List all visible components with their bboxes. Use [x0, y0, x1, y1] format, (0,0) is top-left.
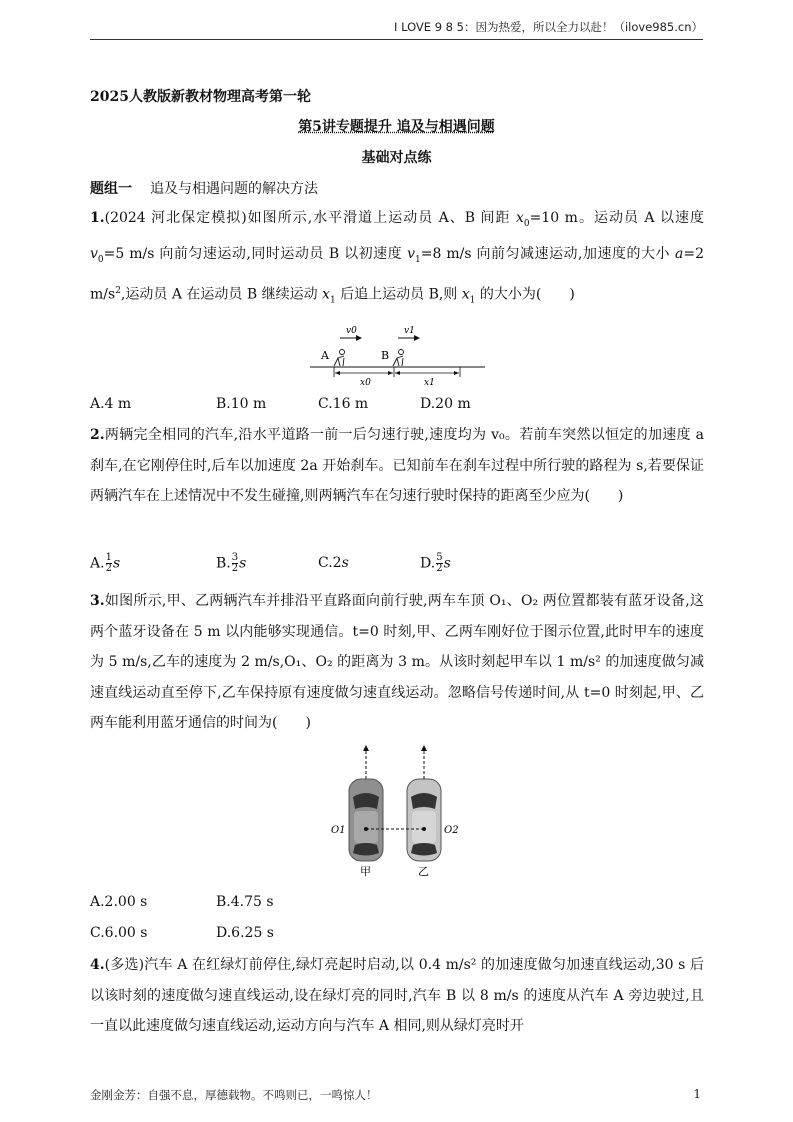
v1-arrowhead: [414, 335, 420, 341]
page-header: I LOVE 9 8 5：因为热爱，所以全力以赴！（ilove985.cn）: [394, 20, 703, 34]
v1-label: v1: [404, 326, 415, 336]
q3-figure: [325, 745, 465, 880]
q1-option-c: C.16 m: [318, 396, 369, 412]
q2-option-b: B. $\frac{3}{2}$ s: [216, 552, 247, 574]
header-rule: [90, 39, 703, 40]
v0-label: v0: [346, 326, 357, 336]
q1-figure: [310, 322, 490, 388]
skier-b-label: B: [381, 349, 390, 362]
q2-option-a: A. $\frac{1}{2}$ s: [90, 552, 121, 574]
question-4: 4.(多选)汽车 A 在红绿灯前停住,绿灯亮起时启动,以 0.4 m/s² 的加速度做匀加速直线运动,30 s 后以该时刻的速度做匀速直线运动,设在绿灯亮的同时,汽车 B 以 8 m/s 的速度从汽车 A 旁边驶过,且一直以此速度做匀速直线运动,运动方向与汽车 A 相同,则从绿灯亮时开: [90, 957, 704, 1034]
car-yi: [407, 779, 441, 861]
lesson-title: 第5讲专题提升 追及与相遇问题: [298, 119, 495, 135]
question-2: 2.两辆完全相同的汽车,沿水平道路一前一后匀速行驶,速度均为 v₀。若前车突然以恒定的加速度 a 刹车,在它刚停住时,后车以加速度 2a 开始刹车。已知前车在刹车过程中所行驶的路程为 s,若要保证两辆汽车在上述情况中不发生碰撞,则两辆汽车在匀速行驶时保持的距离至少应为( ): [90, 427, 704, 504]
q1-option-a: A.4 m: [90, 396, 132, 412]
group-heading: 题组一 追及与相遇问题的解决方法: [90, 181, 318, 197]
car-jia-label: 甲: [360, 865, 371, 878]
q2-option-d: D. $\frac{5}{2}$ s: [420, 552, 451, 574]
car2-direction-arrow: [421, 745, 427, 751]
x0-label: x0: [360, 378, 371, 388]
x1-label: x1: [424, 378, 435, 388]
question-1: 1.(2024 河北保定模拟)如图所示,水平滑道上运动员 A、B 间距 $x_0=10$ m。运动员 A 以速度 $v_0=5$ m/s 向前匀速运动,同时运动员 B 以初速度 $v_1=8$ m/s 向前匀减速运动,加速度的大小 a=2 $m/s^2$,运动员 A 在运动员 B 继续运动 $x_1$ 后追上运动员 B,则 $x_1$ 的大小为( ): [90, 210, 705, 306]
o1-label: O1: [331, 825, 346, 836]
q1-option-d: D.20 m: [420, 396, 471, 412]
page-number: 1: [693, 1087, 701, 1101]
car-jia: [349, 779, 383, 861]
page-footer: 金刚金芳：自强不息，厚德载物。不鸣则已，一鸣惊人！: [90, 1088, 378, 1102]
q3-option-d: D.6.25 s: [216, 925, 274, 941]
skier-a-label: A: [321, 349, 329, 362]
o2-label: O2: [444, 825, 459, 836]
q3-option-b: B.4.75 s: [216, 894, 274, 910]
skier-b-icon: [393, 350, 404, 367]
skier-a-icon: [334, 350, 345, 367]
car-yi-label: 乙: [418, 865, 429, 878]
q3-option-c: C.6.00 s: [90, 925, 148, 941]
q3-option-a: A.2.00 s: [90, 894, 148, 910]
question-3: 3.如图所示,甲、乙两辆汽车并排沿平直路面向前行驶,两车车顶 O₁、O₂ 两位置都装有蓝牙设备,这两个蓝牙设备在 5 m 以内能够实现通信。t=0 时刻,甲、乙两车刚好位于图示位置,此时甲车的速度为 5 m/s,乙车的速度为 2 m/s,O₁、O₂ 的距离为 3 m。从该时刻起甲车以 1 m/s² 的加速度做匀减速直线运动直至停下,乙车保持原有速度做匀速直线运动。忽略信号传递时间,从 t=0 时刻起,甲、乙两车能利用蓝牙通信的时间为( ): [90, 593, 704, 731]
q2-option-c: C.2s: [318, 555, 349, 571]
car1-direction-arrow: [363, 745, 369, 751]
v0-arrowhead: [356, 335, 362, 341]
lesson-subtitle: 基础对点练: [361, 150, 432, 166]
series-title: 2025人教版新教材物理高考第一轮: [90, 89, 311, 105]
q1-option-b: B.10 m: [216, 396, 267, 412]
